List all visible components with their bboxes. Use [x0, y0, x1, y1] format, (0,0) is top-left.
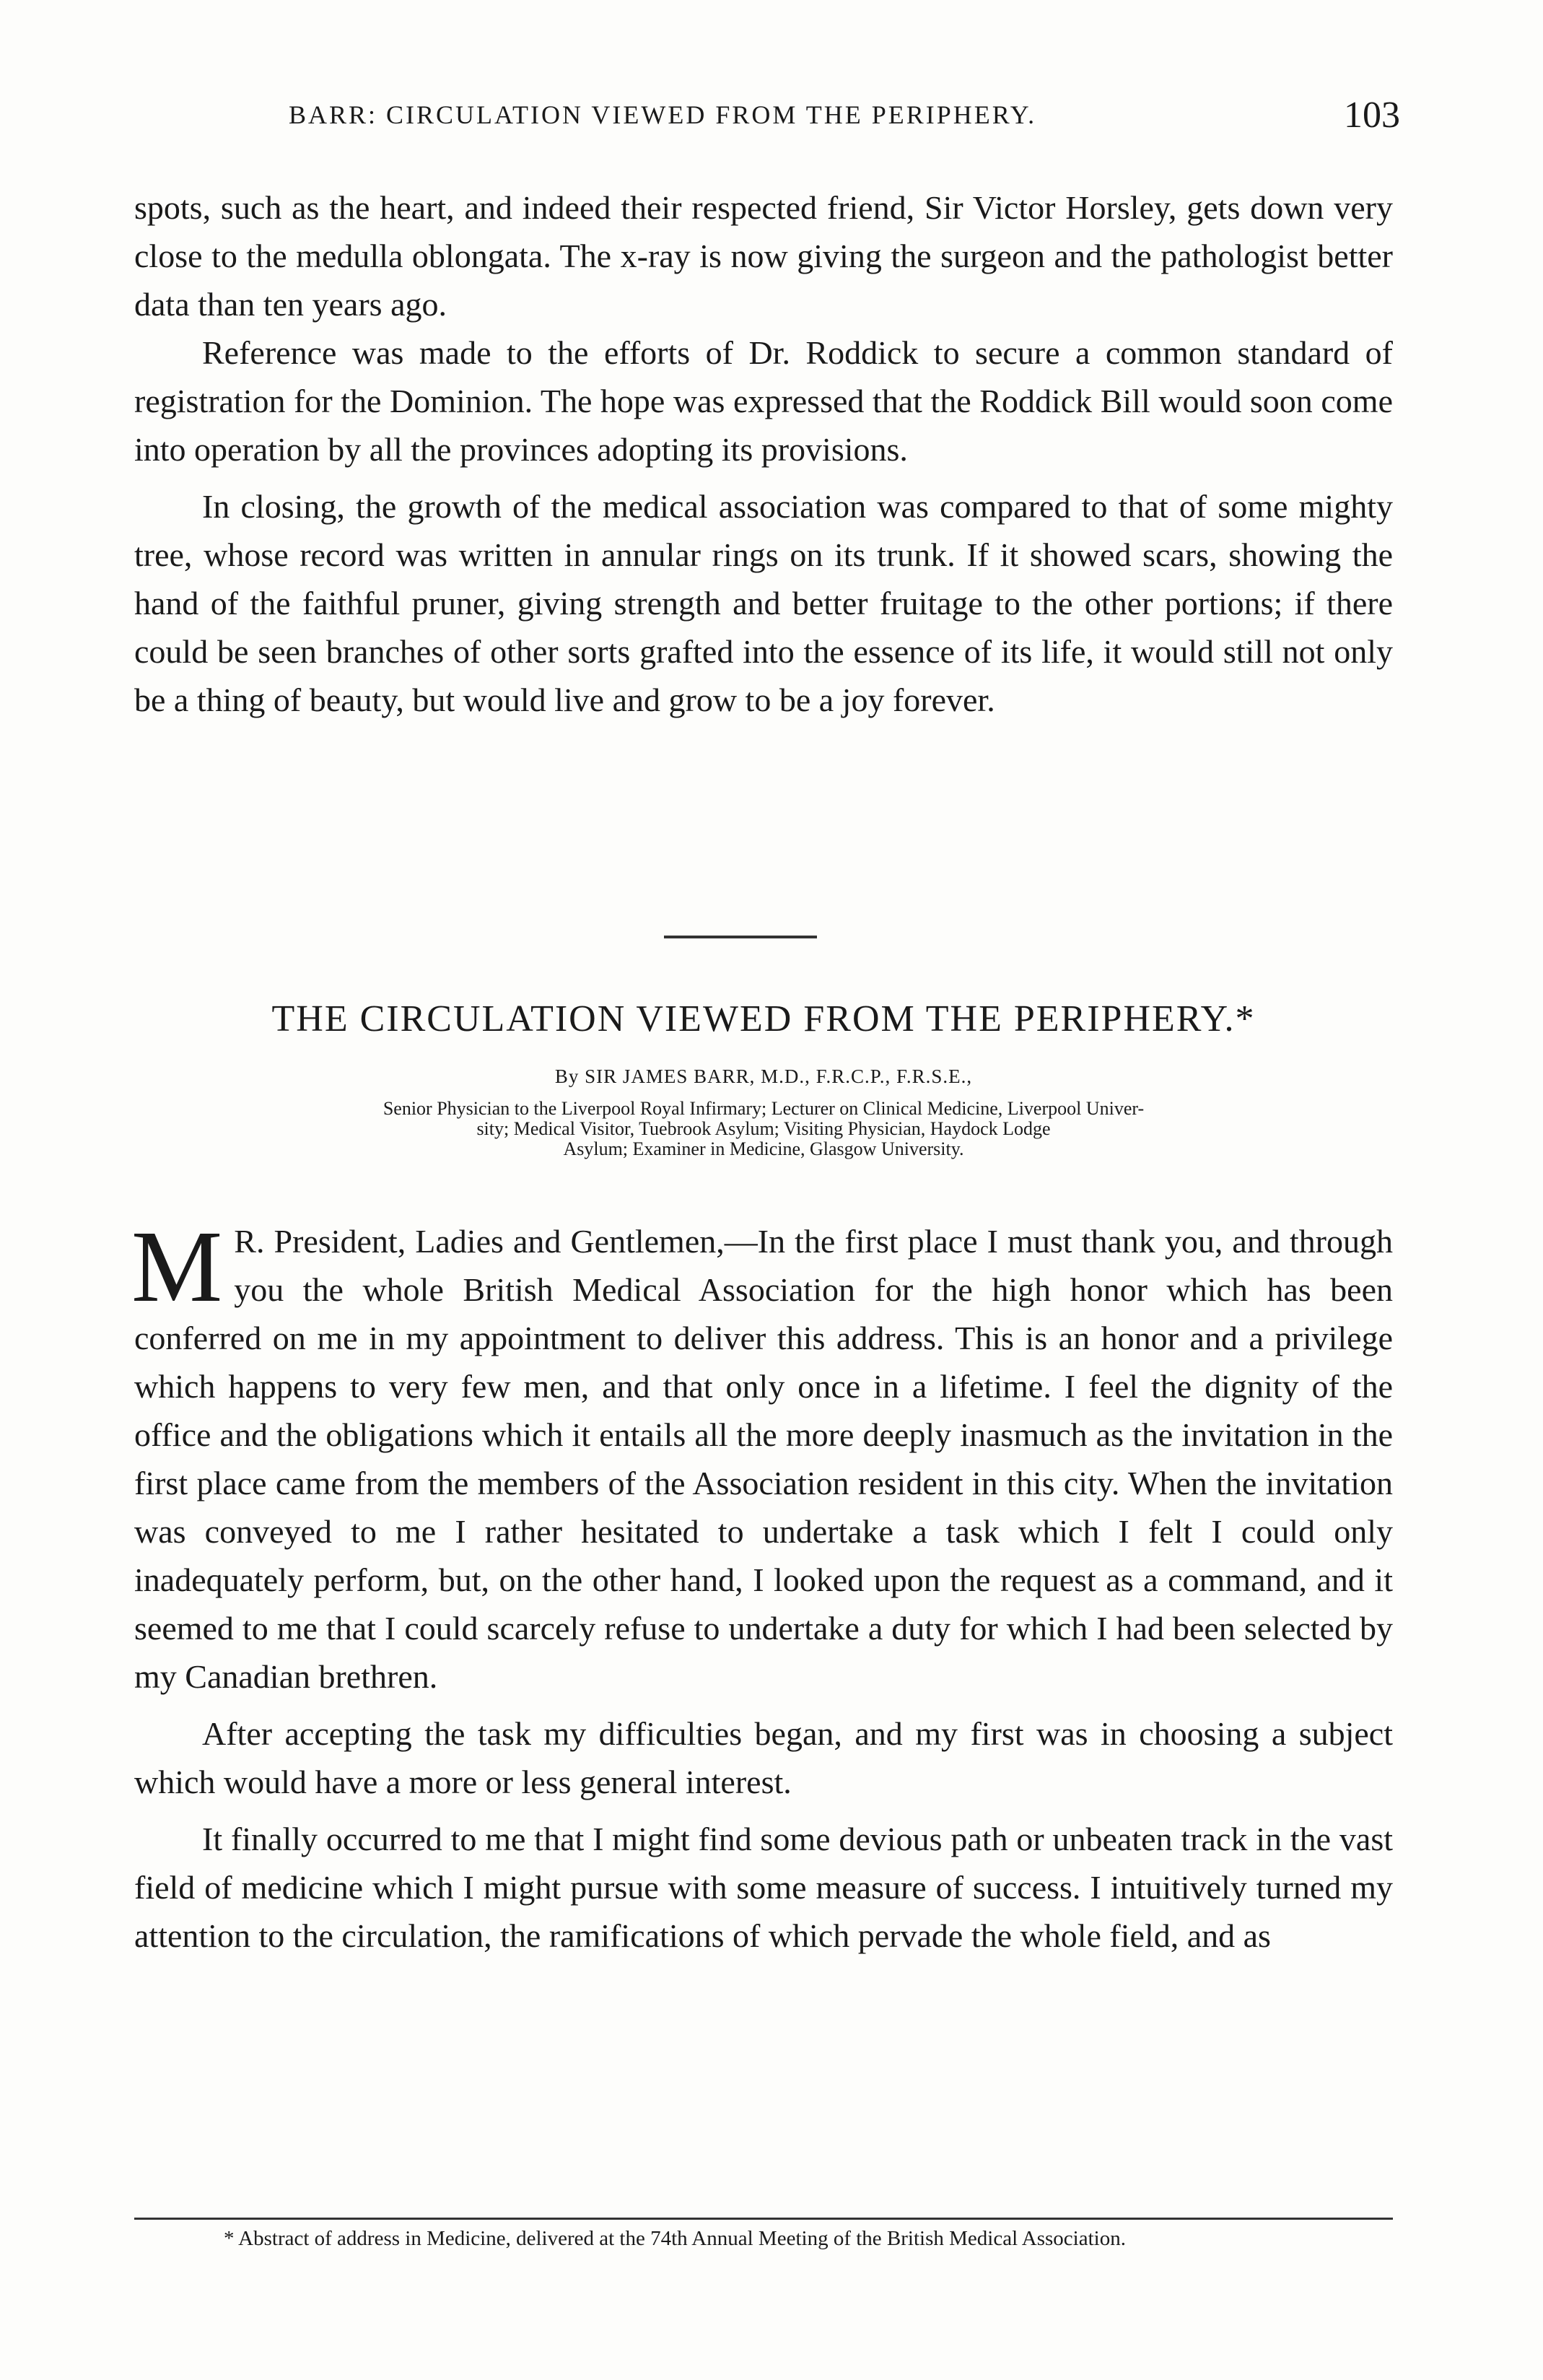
running-title: BARR: CIRCULATION VIEWED FROM THE PERIPHERY.: [289, 100, 1037, 129]
footnote-rule: [134, 2218, 1393, 2220]
footnote: [134, 2228, 1393, 2249]
affiliation-line: Asylum; Examiner in Medicine, Glasgow University.: [563, 1138, 964, 1159]
opening-paragraph-text: R. President, Ladies and Gentlemen,—In the first place I must thank you, and through you the whole British Medical Association for the high honor which has been conferred on me in my appointment to deliver this address. This is an honor and a privilege which happens to very few men, and that only once in a lifetime. I feel the dignity of the office and the obligations which it entails all the more deeply inasmuch as the invitation in the first place came from the members of the Association resident in this city. When the invitation was conveyed to me I rather hesitated to undertake a task which I felt I could only inadequately perform, but, on the other hand, I looked upon the request as a command, and it seemed to me that I could scarcely refuse to undertake a duty for which I had been selected by my Canadian brethren.: [134, 1223, 1393, 1695]
affiliation-line: Senior Physician to the Liverpool Royal Infirmary; Lecturer on Clinical Medicine, Liverpool Univer-: [383, 1098, 1145, 1119]
author-byline: By SIR JAMES BARR, M.D., F.R.C.P., F.R.S.E.,: [554, 1065, 973, 1087]
article-title: THE CIRCULATION VIEWED FROM THE PERIPHERY.*: [271, 998, 1256, 1039]
article-paragraph: After accepting the task my difficulties began, and my first was in choosing a subject which would have a more or less general interest.: [134, 1715, 1393, 1800]
article-body: [131, 1209, 1393, 1960]
running-head: [289, 95, 1400, 136]
opening-paragraph: [131, 1209, 1393, 1701]
article-paragraph: It finally occurred to me that I might find some devious path or unbeaten track in the vast field of medicine which I might pursue with some measure of success. I intuitively turned my attention to the circulation, the ramifications of which pervade the whole field, and as: [134, 1821, 1393, 1954]
footnote-text: Abstract of address in Medicine, delivered at the 74th Annual Meeting of the British Medical Association.: [238, 2227, 1126, 2250]
page-number: 103: [1344, 95, 1400, 136]
prior-paragraph: spots, such as the heart, and indeed their respected friend, Sir Victor Horsley, gets down very close to the medulla oblongata. The x-ray is now giving the surgeon and the pathologist better data than ten years ago.: [134, 189, 1393, 323]
prior-paragraph: Reference was made to the efforts of Dr. Roddick to secure a common standard of registration for the Dominion. The hope was expressed that the Roddick Bill would soon come into operation by all the provinces adopting its provisions.: [134, 334, 1393, 468]
affiliation-line: sity; Medical Visitor, Tuebrook Asylum; Visiting Physician, Haydock Lodge: [476, 1118, 1051, 1139]
footnote-marker: *: [224, 2227, 235, 2250]
section-divider: [664, 936, 817, 938]
drop-cap: M: [131, 1209, 223, 1323]
prior-paragraph: In closing, the growth of the medical association was compared to that of some mighty tree, whose record was written in annular rings on its trunk. If it showed scars, showing the hand of the faithful pruner, giving strength and better fruitage to the other portions; if there could be seen branches of other sorts grafted into the essence of its life, it would still not only be a thing of beauty, but would live and grow to be a joy forever.: [134, 488, 1393, 718]
author-affiliation: [134, 1099, 1393, 1159]
prior-article-text: [134, 183, 1393, 724]
